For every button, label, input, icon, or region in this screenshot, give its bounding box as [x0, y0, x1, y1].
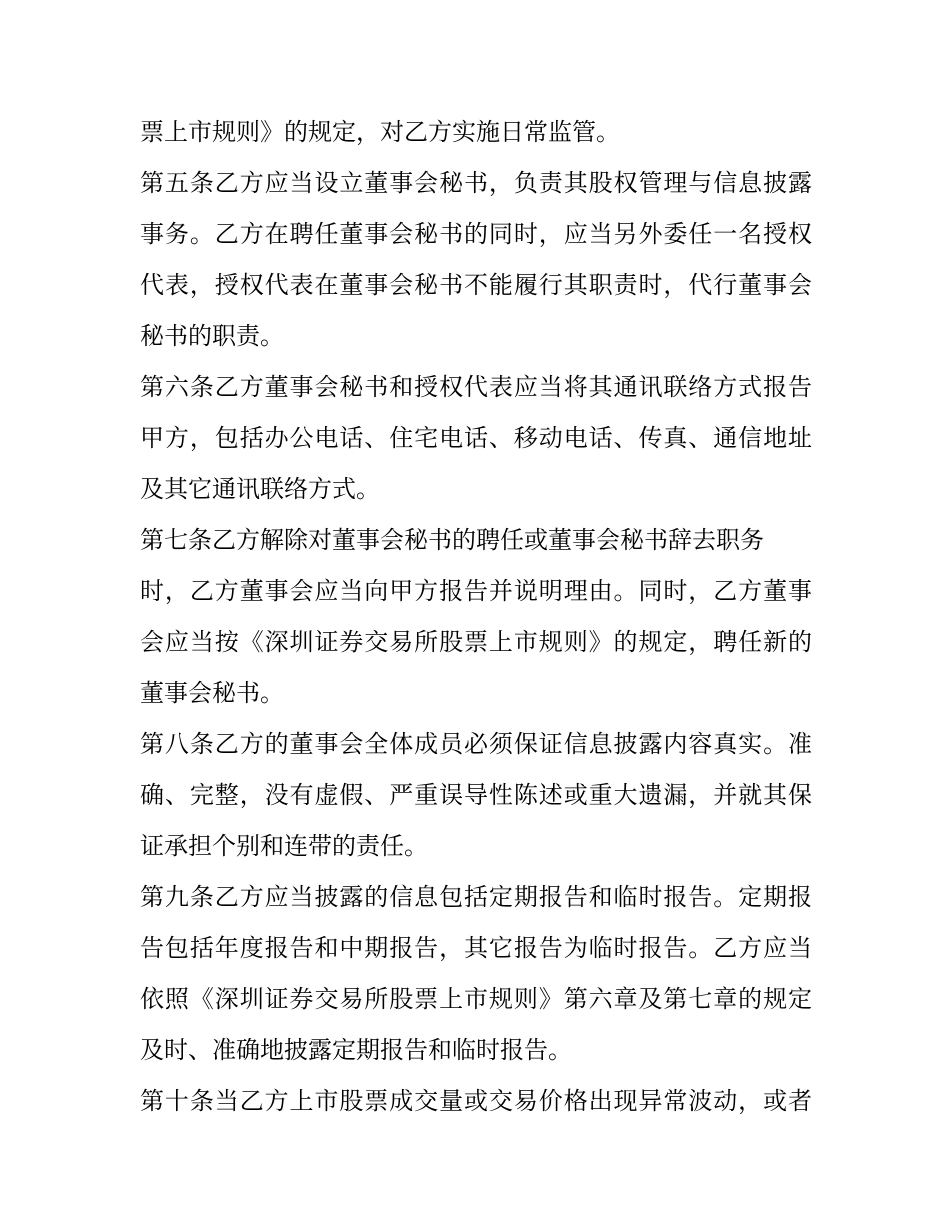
text-line-13: 第八条乙方的董事会全体成员必须保证信息披露内容真实。准: [140, 730, 812, 758]
text-line-16: 第九条乙方应当披露的信息包括定期报告和临时报告。定期报: [140, 883, 812, 911]
text-line-5: 秘书的职责。: [140, 322, 284, 350]
text-line-4: 代表，授权代表在董事会秘书不能履行其职责时，代行董事会: [140, 271, 812, 299]
text-line-8: 及其它通讯联络方式。: [140, 475, 380, 503]
text-line-20: 第十条当乙方上市股票成交量或交易价格出现异常波动，或者: [140, 1087, 812, 1115]
text-line-18: 依照《深圳证券交易所股票上市规则》第六章及第七章的规定: [140, 985, 812, 1013]
text-line-19: 及时、准确地披露定期报告和临时报告。: [140, 1036, 572, 1064]
text-line-9: 第七条乙方解除对董事会秘书的聘任或董事会秘书辞去职务: [140, 526, 764, 554]
text-line-6: 第六条乙方董事会秘书和授权代表应当将其通讯联络方式报告: [140, 373, 812, 401]
document-body: [140, 107, 812, 1127]
text-line-15: 证承担个别和连带的责任。: [140, 832, 428, 860]
text-line-12: 董事会秘书。: [140, 679, 284, 707]
text-line-1: 票上市规则》的规定，对乙方实施日常监管。: [140, 118, 620, 146]
text-line-3: 事务。乙方在聘任董事会秘书的同时，应当另外委任一名授权: [140, 220, 812, 248]
text-line-14: 确、完整，没有虚假、严重误导性陈述或重大遗漏，并就其保: [140, 781, 812, 809]
text-line-11: 会应当按《深圳证券交易所股票上市规则》的规定，聘任新的: [140, 628, 812, 656]
text-line-7: 甲方，包括办公电话、住宅电话、移动电话、传真、通信地址: [140, 424, 812, 452]
text-line-2: 第五条乙方应当设立董事会秘书，负责其股权管理与信息披露: [140, 169, 812, 197]
text-line-10: 时，乙方董事会应当向甲方报告并说明理由。同时，乙方董事: [140, 577, 812, 605]
text-line-17: 告包括年度报告和中期报告，其它报告为临时报告。乙方应当: [140, 934, 812, 962]
